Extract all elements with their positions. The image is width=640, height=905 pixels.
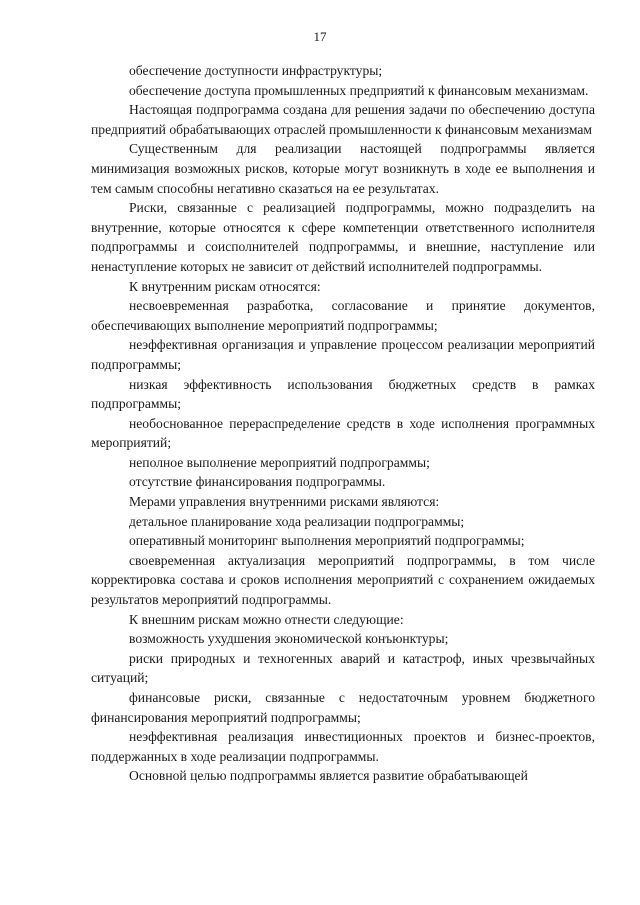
paragraph: Настоящая подпрограмма создана для решения задачи по обеспечению доступа предприятий обрабатывающих отраслей промышленности к финансовым механизмам [91, 102, 595, 137]
paragraph: финансовые риски, связанные с недостаточным уровнем бюджетного финансирования мероприятий подпрограммы; [91, 690, 595, 725]
paragraph: обеспечение доступности инфраструктуры; [129, 63, 383, 78]
document-body [91, 61, 595, 786]
paragraph: отсутствие финансирования подпрограммы. [129, 474, 386, 490]
paragraph: оперативный мониторинг выполнения мероприятий подпрограммы; [129, 533, 525, 549]
paragraph: неполное выполнение мероприятий подпрограммы; [129, 454, 430, 470]
paragraph: необоснованное перераспределение средств в ходе исполнения программных мероприятий; [91, 415, 595, 451]
paragraph: несвоевременная разработка, согласование и принятие документов, обеспечивающих выполнение мероприятий подпрограммы; [91, 298, 595, 333]
paragraph: риски природных и техногенных аварий и катастроф, иных чрезвычайных ситуаций; [91, 650, 595, 686]
paragraph: К внешним рискам можно отнести следующие: [129, 611, 404, 627]
paragraph: Основной целью подпрограммы является развитие обрабатывающей [129, 768, 528, 784]
paragraph: неэффективная организация и управление процессом реализации мероприятий подпрограммы; [91, 337, 595, 372]
paragraph: детальное планирование хода реализации подпрограммы; [129, 513, 465, 529]
paragraph: возможность ухудшения экономической конъюнктуры; [129, 631, 449, 647]
paragraph: своевременная актуализация мероприятий подпрограммы, в том числе корректировка состава и сроков исполнения мероприятий с сохранением ожидаемых результатов мероприятий подпрограммы. [91, 552, 595, 608]
paragraph: К внутренним рискам относятся: [129, 278, 321, 294]
page-number: 17 [313, 29, 327, 44]
paragraph: Существенным для реализации настоящей подпрограммы является минимизация возможных рисков, которые могут возникнуть в ходе ее выполнения и тем самым способны негативно сказаться на ее результатах. [91, 141, 595, 196]
paragraph: низкая эффективность использования бюджетных средств в рамках подпрограммы; [91, 376, 595, 412]
paragraph: Риски, связанные с реализацией подпрограммы, можно подразделить на внутренние, которые относятся к сфере компетенции ответственного исполнителя подпрограммы и соисполнителей подпрограммы, и внешние, наступление или ненаступление которых не зависит от действий исполнителей подпрограммы. [91, 200, 595, 274]
paragraph: неэффективная реализация инвестиционных проектов и бизнес-проектов, поддержанных в ходе реализации подпрограммы. [91, 729, 595, 764]
paragraph: обеспечение доступа промышленных предприятий к финансовым механизмам. [129, 82, 589, 98]
paragraph: Мерами управления внутренними рисками являются: [129, 494, 440, 510]
